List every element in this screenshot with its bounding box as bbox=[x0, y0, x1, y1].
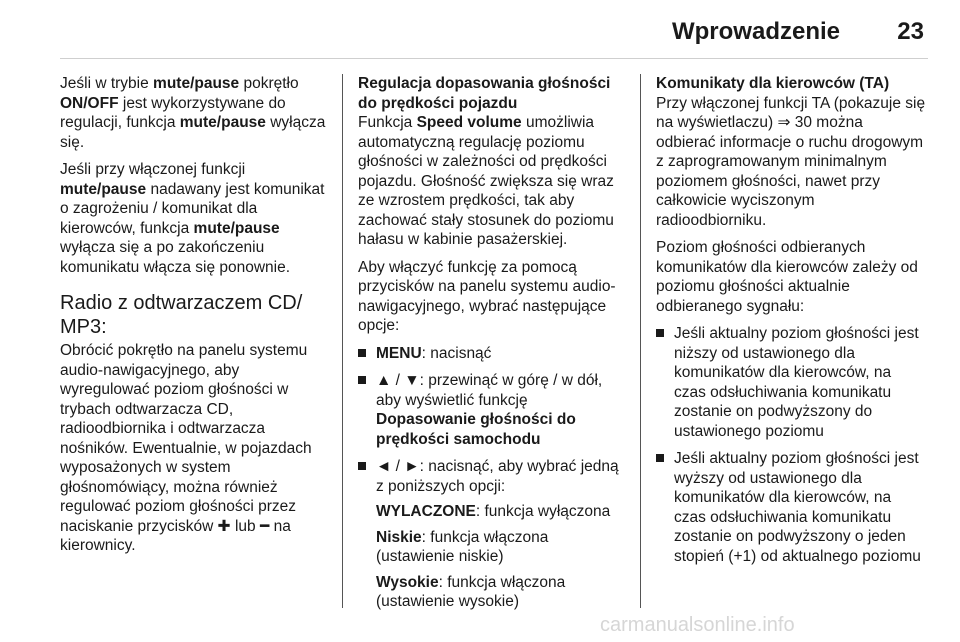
bullet-icon bbox=[656, 329, 664, 337]
bullet-icon bbox=[656, 454, 664, 462]
subhead-speed-volume: Regulacja dopasowania głośności do prędkości pojazdu bbox=[358, 75, 611, 112]
page-title: Wprowadzenie bbox=[671, 18, 840, 45]
subhead-traffic-announcements: Komunikaty dla kierowców (TA) bbox=[656, 75, 890, 92]
paragraph-volume-knob: Obrócić pokrętło na panelu systemu audio-nawigacyjnego, aby wyregulować poziom głośności w trybach odtwarzacza CD, radioodbiornika i odtwarzacza nośników. Ewentualnie, w pojazdach wyposażonych w system głośnomówiący, można również regulować poziom głośności przez naciskanie przycisków ✚ lub ━ na kierownicy. bbox=[60, 342, 312, 554]
list-item: ◄ / ►: nacisnąć, aby wybrać jedną z poniższych opcji: WYLACZONE: funkcja wyłączona Niskie: funkcja włączona (ustawienie niskie) Wysokie: funkcja włączona (ustawienie wysokie) bbox=[358, 457, 626, 612]
paragraph-activate: Aby włączyć funkcję za pomocą przycisków na panelu systemu audio-nawigacyjnego, wybrać następujące opcje: bbox=[358, 258, 616, 334]
ta-volume-list bbox=[656, 324, 926, 566]
function-name: Dopasowanie głośności do prędkości samochodu bbox=[376, 411, 576, 448]
section-title-radio-cd: Radio z odtwarzaczem CD/ MP3: bbox=[60, 292, 303, 338]
column-1 bbox=[60, 74, 328, 564]
column-divider-2 bbox=[640, 74, 641, 608]
column-divider-1 bbox=[342, 74, 343, 608]
list-item: ▲ / ▼: przewinąć w górę / w dół, aby wyświetlić funkcję Dopasowanie głośności do prędkości samochodu bbox=[358, 371, 626, 449]
list-item: Jeśli aktualny poziom głośności jest niższy od ustawionego dla komunikatów dla kierowców, na czas odsłuchiwania komunikatu zostanie on podwyższony do ustawionego poziomu bbox=[656, 324, 926, 441]
paragraph-ta: Przy włączonej funkcji TA (pokazuje się na wyświetlaczu) ⇒ 30 można odbierać informacje o ruchu drogowym z zaprogramowanym minimalnym poziomem głośności, nawet przy całkowicie wyciszonym radioodbiorniku. bbox=[656, 94, 926, 229]
bullet-icon bbox=[358, 462, 366, 470]
list-item: MENU: nacisnąć bbox=[358, 344, 626, 364]
paragraph-mute-announcement: Jeśli przy włączonej funkcji mute/pause nadawany jest komunikat o zagrożeniu / komunikat dla kierowców, funkcja mute/pause wyłącza się a po zakończeniu komunikatu włącza się ponownie. bbox=[60, 161, 325, 276]
minus-icon: ━ bbox=[259, 517, 270, 535]
page-number: 23 bbox=[897, 18, 924, 45]
paragraph-mute-knob: Jeśli w trybie mute/pause pokrętło ON/OFF jest wykorzystywane do regulacji, funkcja mute/pause wyłącza się. bbox=[60, 75, 326, 151]
paragraph-ta-volume: Poziom głośności odbieranych komunikatów dla kierowców zależy od poziomu głośności aktualnie odbieranego sygnału: bbox=[656, 239, 918, 315]
steps-list bbox=[358, 344, 626, 612]
column-2 bbox=[358, 74, 626, 620]
left-right-arrows-icon: ◄ / ► bbox=[376, 458, 420, 475]
plus-icon: ✚ bbox=[217, 517, 231, 535]
bullet-icon bbox=[358, 376, 366, 384]
option-off: WYLACZONE: funkcja wyłączona bbox=[376, 503, 611, 520]
option-low: Niskie: funkcja włączona (ustawienie niskie) bbox=[376, 528, 549, 565]
header-rule bbox=[60, 58, 928, 59]
watermark: carmanualsonline.info bbox=[600, 614, 795, 636]
paragraph-speed-volume: Funkcja Speed volume umożliwia automatyczną regulację poziomu głośności w zależności od prędkości pojazdu. Głośność zwiększa się wraz ze wzrostem prędkości, tak aby zachować stały stosunek do poziomu hałasu w kabinie pasażerskiej. bbox=[358, 114, 614, 248]
up-down-arrows-icon: ▲ / ▼ bbox=[376, 372, 420, 389]
list-item: Jeśli aktualny poziom głośności jest wyższy od ustawionego dla komunikatów dla kierowców, na czas odsłuchiwania komunikatu zostanie on podwyższony o jeden stopień (+1) od aktualnego poziomu bbox=[656, 449, 926, 566]
column-3 bbox=[656, 74, 926, 574]
bullet-icon bbox=[358, 349, 366, 357]
option-high: Wysokie: funkcja włączona (ustawienie wysokie) bbox=[376, 573, 566, 610]
